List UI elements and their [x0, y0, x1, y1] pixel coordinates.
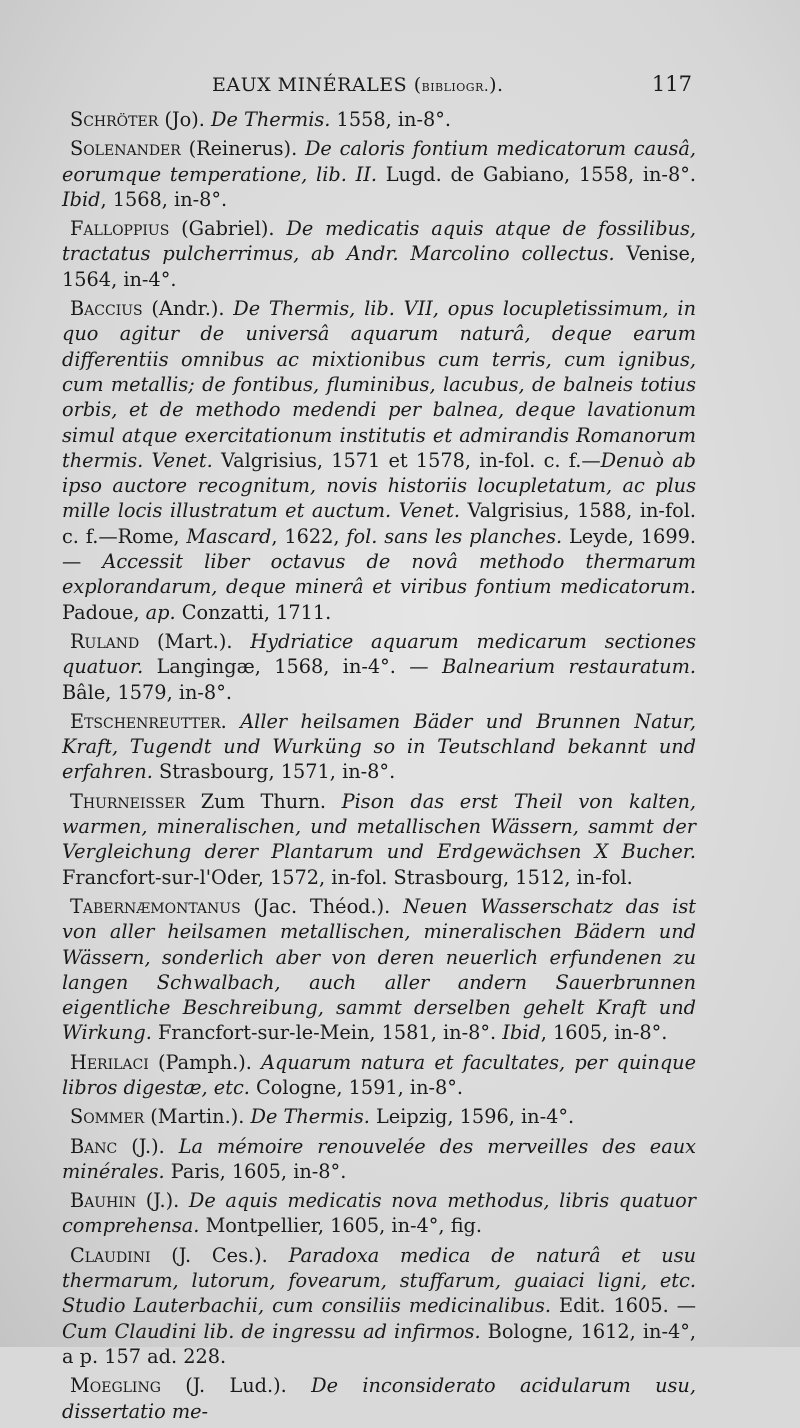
entry-title-text: fol. sans les planches. [346, 524, 563, 548]
entry-publication-text: (Gabriel). [169, 217, 287, 241]
entry-publication-text: (J.). [117, 1134, 179, 1158]
entry-publication-text: (J. Ces.). [150, 1243, 289, 1267]
entry-title-text: Cum Claudini lib. de ingressu ad infirmos. [62, 1319, 481, 1343]
entry-publication-text: Conzatti, 1711. [175, 600, 332, 624]
entry-title-text: Ibid [502, 1021, 541, 1045]
entry-author: Thurneisser [70, 789, 186, 813]
entry-publication-text: Lugd. de Gabiano, 1558, in-8°. [376, 162, 696, 186]
entry-publication-text: (Jac. Théod.). [240, 894, 404, 918]
bibliography-entry [62, 107, 696, 132]
entry-author: Etschenreutter [70, 709, 221, 733]
entry-publication-text: Leyde, 1699. — [62, 524, 696, 574]
entry-publication-text: Padoue, [62, 600, 146, 624]
entry-title-text: Pison das erst Theil von kalten, warmen, mineralischen, und metallischen Wässern, sammt der Vergleichung derer Plantarum und Erdgewächsen X Bucher. [62, 789, 697, 864]
entry-publication-text: Valgrisius, 1588, in-fol. c. f.—Rome, [62, 499, 696, 548]
entry-publication-text: (Martin.). [144, 1105, 251, 1129]
bibliography-entry [62, 709, 696, 785]
entry-publication-text: Montpellier, 1605, in-4°, fig. [199, 1214, 483, 1238]
entry-title-text: De Thermis, lib. VII, opus locupletissimum, in quo agitur de universâ aquarum naturâ, deque earum differentiis omnibus ac mixtionibus cum terris, cum ignibus, cum metallis; de fontibus, fluminibus, lacubus, de balneis totius orbis, et de methodo medendi per balnea, deque lavationum simul atque exercitationum institutis et admirandis Romanorum thermis. Venet. [62, 297, 697, 472]
page-number: 117 [651, 72, 692, 96]
entry-author: Solenander [70, 137, 181, 161]
bibliography-entry [62, 1243, 696, 1369]
running-header [62, 70, 694, 106]
entry-author: Falloppius [70, 217, 170, 241]
bibliography-entry [62, 894, 696, 1046]
entry-author: Claudini [70, 1243, 151, 1267]
entry-author: Sommer [70, 1105, 145, 1129]
entry-title-text: Balnearium restauratum. [441, 655, 697, 679]
entry-author: Ruland [70, 629, 140, 653]
entry-publication-text: (Mart.). [139, 629, 251, 653]
bibliography-entry [62, 789, 696, 890]
entry-publication-text: Paris, 1605, in-8°. [164, 1159, 347, 1183]
running-title-end: ). [489, 74, 504, 96]
entry-title-text: Mascard [186, 524, 272, 548]
bibliography-entry [62, 1050, 696, 1101]
entry-author: Moegling [70, 1374, 161, 1398]
entry-publication-text: Langingæ, 1568, in-4°. — [143, 655, 442, 679]
running-title [212, 74, 504, 96]
entry-publication-text: , 1568, in-8°. [100, 187, 228, 211]
bibliography-entry [62, 1373, 696, 1424]
entry-publication-text: Venise, 1564, in-4°. [62, 242, 697, 291]
entry-publication-text: . [220, 709, 241, 733]
entry-publication-text: Edit. 1605. — [551, 1294, 696, 1318]
entry-publication-text: , 1622, [271, 524, 347, 548]
entry-title-text: Aller heilsamen Bäder und Brunnen Natur, Kraft, Tugendt und Wurküng so in Teutschland bekannt und erfahren. [62, 709, 696, 784]
entry-title-text: Paradoxa medica de naturâ et usu thermarum, lutorum, fovearum, stuffarum, guaiaci ligni, etc. Studio Lauterbachii, cum consiliis medicinalibus. [62, 1243, 697, 1318]
entry-title-text: De medicatis aquis atque de fossilibus, tractatus pulcherrimus, ab Andr. Marcolino collectus. [62, 217, 697, 266]
entry-author: Baccius [70, 297, 143, 321]
entry-title-text: Neuen Wasserschatz das ist von aller heilsamen metallischen, mineralischen Bädern und Wässern, sonderlich aber von deren neuerlich erfundenen zu langen Schwalbach, auch aller andern Sauerbrunnen eigentliche Beschreibung, sammt derselben gehelt Kraft und Wirkung. [62, 894, 696, 1045]
entry-publication-text: Bâle, 1579, in-8°. [62, 680, 232, 704]
entry-author: Tabernæmontanus [70, 894, 241, 918]
bibliography-entry [62, 1104, 696, 1129]
entry-publication-text: Zum Thurn. [185, 789, 342, 813]
entry-author: Schröter [70, 108, 159, 131]
entry-author: Herilaci [70, 1050, 149, 1074]
bibliography-entry [62, 216, 696, 292]
entry-title-text: Denuò ab ipso auctore recognitum, novis historiis locupletatum, ac plus mille locis illustratum et auctum. Venet. [62, 448, 696, 523]
running-title-smallcaps: bibliogr. [421, 77, 490, 95]
bibliography-list [62, 107, 696, 1428]
entry-author: Bauhin [70, 1189, 137, 1213]
entry-publication-text: (J. Lud.). [160, 1374, 312, 1398]
entry-author: Banc [70, 1134, 118, 1158]
entry-title-text: Accessit liber octavus de novâ methodo thermarum explorandarum, deque minerâ et viribus fontium medicatorum. [62, 550, 696, 599]
entry-title-text: De inconsiderato acidularum usu, dissertatio me- [62, 1374, 696, 1423]
entry-publication-text: Strasbourg, 1571, in-8°. [152, 760, 396, 784]
entry-title-text: Hydriatice aquarum medicarum sectiones quatuor. [62, 629, 696, 679]
entry-publication-text: , 1605, in-8°. [540, 1021, 668, 1045]
entry-title-text: Ibid [62, 187, 101, 211]
bibliography-entry [62, 136, 696, 212]
bibliography-entry [62, 1188, 696, 1239]
entry-publication-text: (Pamph.). [148, 1050, 262, 1074]
entry-publication-text: (J.). [136, 1189, 189, 1213]
entry-title-text: La mémoire renouvelée des merveilles des eaux minérales. [62, 1134, 696, 1183]
entry-title-text: Aquarum natura et facultates, per quinque libros digestæ, etc. [62, 1050, 696, 1099]
bibliography-entry [62, 629, 696, 705]
entry-publication-text: (Andr.). [142, 297, 234, 321]
bibliography-entry [62, 296, 696, 625]
entry-publication-text: 1558, in-8°. [330, 108, 452, 131]
entry-publication-text: Cologne, 1591, in-8°. [249, 1075, 464, 1099]
entry-publication-text: Leipzig, 1596, in-4°. [369, 1105, 575, 1129]
entry-title-text: De Thermis. [250, 1105, 370, 1129]
entry-title-text: De Thermis. [211, 108, 331, 131]
entry-publication-text: (Jo). [158, 108, 212, 131]
entry-publication-text: Francfort-sur-le-Mein, 1581, in-8°. [151, 1021, 503, 1045]
entry-title-text: De aquis medicatis nova methodus, libris quatuor comprehensa. [62, 1189, 696, 1238]
running-title-main: EAUX MINÉRALES ( [212, 74, 422, 96]
entry-publication-text: Francfort-sur-l'Oder, 1572, in-fol. Strasbourg, 1512, in-fol. [62, 865, 633, 889]
entry-publication-text: Valgrisius, 1571 et 1578, in-fol. c. f.— [212, 448, 601, 472]
entry-title-text: De caloris fontium medicatorum causâ, eorumque temperatione, lib. II. [62, 137, 697, 186]
bibliography-entry [62, 1134, 696, 1185]
entry-publication-text: Bologne, 1612, in-4°, a p. 157 ad. 228. [62, 1319, 696, 1368]
entry-title-text: ap. [145, 600, 176, 624]
entry-publication-text: (Reinerus). [180, 137, 305, 161]
